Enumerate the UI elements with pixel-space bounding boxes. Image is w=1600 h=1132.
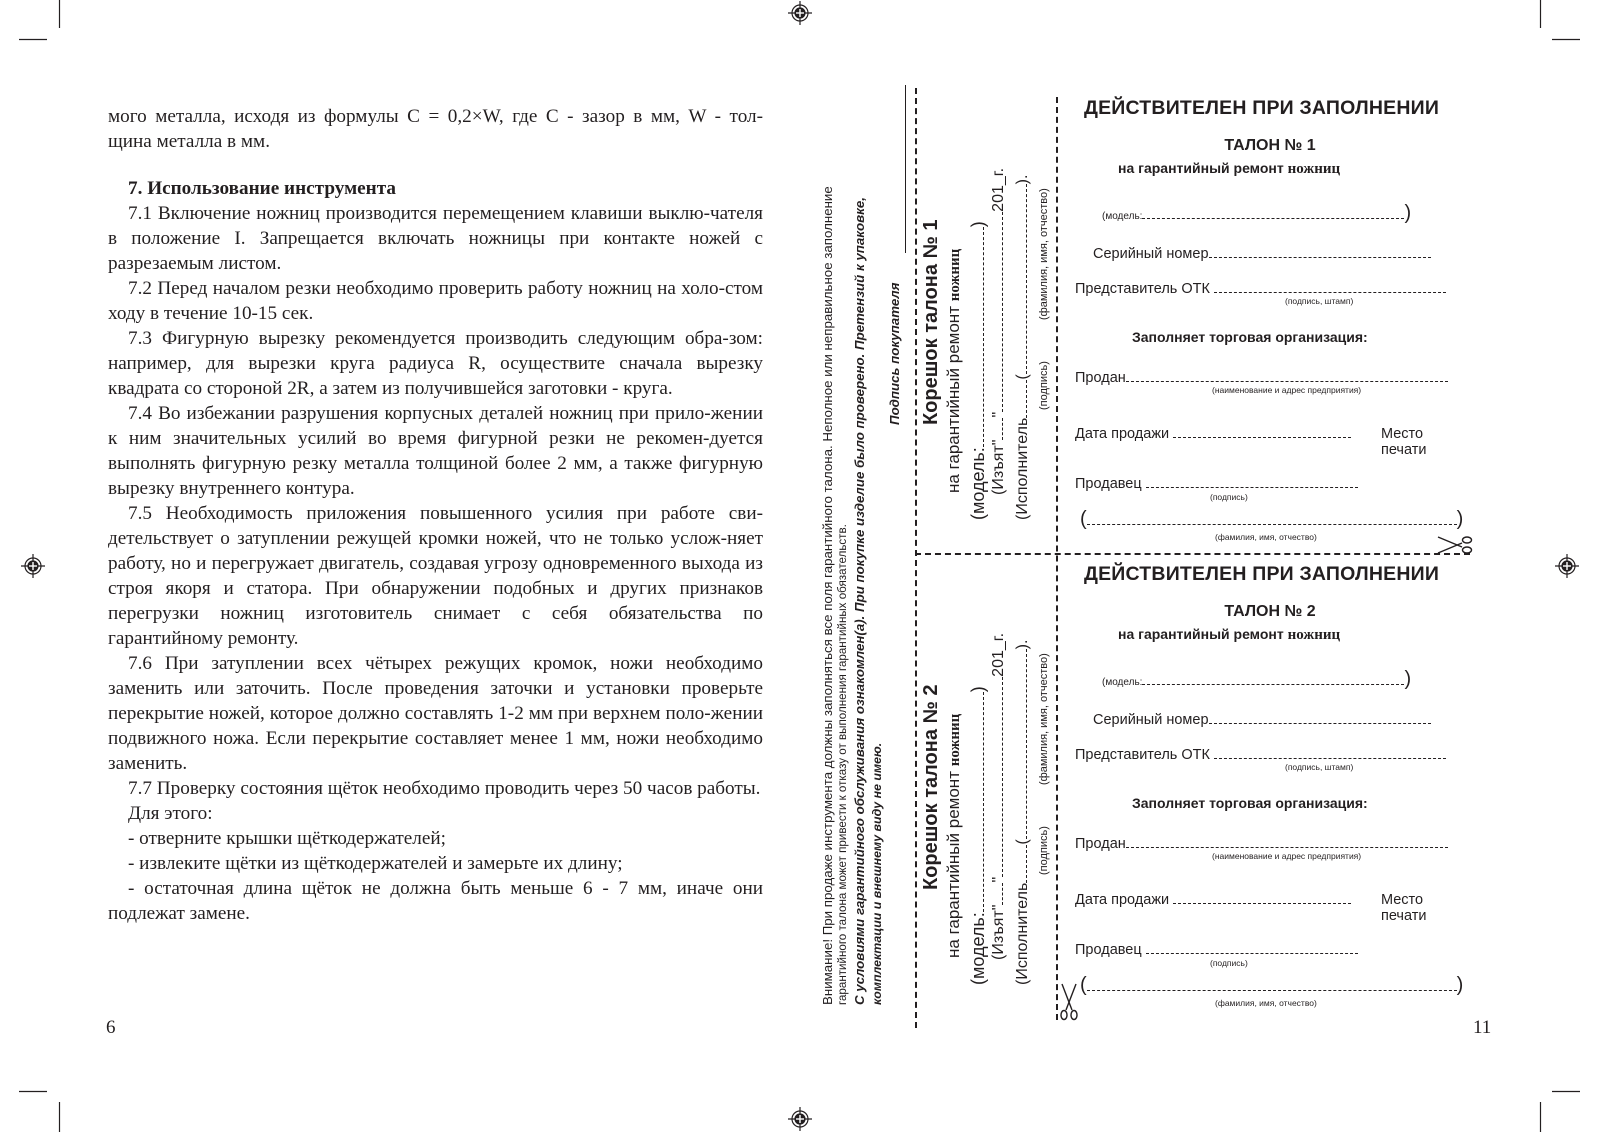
otk-representative-field[interactable]: Представитель ОТК: [1075, 280, 1446, 297]
paragraph-for-this: Для этого:: [128, 803, 213, 824]
model-field[interactable]: (модель: ): [1102, 202, 1412, 224]
warning-line-1: Внимание! При продаже инструмента должны заполняться все поля гарантийного талона. Неполное или неправильное заполнение: [820, 186, 835, 1005]
trade-org-header: Заполняет торговая организация:: [1132, 329, 1368, 345]
left-page-body: [108, 104, 763, 926]
registration-mark-icon: [788, 1, 812, 25]
coupon-subtitle: на гарантийный ремонт ножниц: [1118, 626, 1341, 643]
sold-to-field[interactable]: Продан: [1075, 369, 1448, 386]
stub-name-hint: (фамилия, имя, отчество): [1038, 188, 1050, 320]
list-item: - остаточная длина щёток не должна быть меньше 6 - 7 мм, иначе они подлежат замене.: [108, 878, 763, 924]
serial-number-field[interactable]: Серийный номер: [1093, 711, 1431, 728]
paragraph-7-1: 7.1 Включение ножниц производится перемещением клавиши выклю-чателя в положение I. Запрещается включать ножницы при контакте ножей с разрезаемым листом.: [108, 203, 763, 274]
cut-line-horizontal: [915, 553, 1470, 555]
coupon-subtitle: на гарантийный ремонт ножниц: [1118, 160, 1341, 177]
coupon-header: ДЕЙСТВИТЕЛЕН ПРИ ЗАПОЛНЕНИИ: [1084, 563, 1440, 585]
list-item: - извлеките щётки из щёткодержателей и замерьте их длину;: [128, 853, 623, 874]
seller-field[interactable]: Продавец: [1075, 475, 1358, 492]
seller-field[interactable]: Продавец: [1075, 941, 1358, 958]
seller-name-hint: (фамилия, имя, отчество): [1215, 998, 1317, 1008]
coupon-title: ТАЛОН № 2: [1224, 603, 1316, 620]
intro-line: щина металла в мм.: [108, 131, 270, 152]
stub-title: Корешок талона № 1: [920, 219, 942, 425]
stub-title: Корешок талона № 2: [920, 684, 942, 890]
cut-line-vertical-stub: [915, 88, 917, 1028]
otk-representative-field[interactable]: Представитель ОТК: [1075, 746, 1446, 763]
stub-name-hint: (фамилия, имя, отчество): [1038, 653, 1050, 785]
seller-name-field[interactable]: ( ): [1080, 974, 1464, 996]
cut-line-vertical-coupon: [1056, 97, 1058, 1020]
paragraph-7-7: 7.7 Проверку состояния щёток необходимо проводить через 50 часов работы.: [128, 778, 761, 799]
sale-date-field[interactable]: Дата продажи: [1075, 891, 1351, 908]
stub-model-field[interactable]: (модель:): [968, 221, 988, 520]
serial-number-field[interactable]: Серийный номер: [1093, 245, 1431, 262]
warning-line-2: гарантийного талона может привести к отказу от выполнения гарантийных обязательств.: [836, 524, 849, 1005]
seller-name-field[interactable]: ( ): [1080, 508, 1464, 530]
seller-hint: (подпись): [1210, 492, 1248, 502]
intro-line: мого металла, исходя из формулы C = 0,2×W, где C - зазор в мм, W - тол-: [108, 106, 763, 127]
coupon-header: ДЕЙСТВИТЕЛЕН ПРИ ЗАПОЛНЕНИИ: [1084, 97, 1440, 119]
otk-hint: (подпись, штамп): [1285, 296, 1354, 306]
scissors-icon: [1436, 534, 1474, 556]
stub-seized-date-field[interactable]: (Изъят""201_г.: [990, 167, 1007, 495]
paragraph-7-4: 7.4 Во избежании разрушения корпусных деталей ножниц при прило-жении к ним значительных усилий во время фигурной резки не рекомен-дуется выполнять фигурную резку металла толщиной более 2 мм, а также фигурную вырезку внутреннего контура.: [108, 403, 763, 499]
section-title: 7. Использование инструмента: [128, 178, 396, 199]
model-field[interactable]: (модель: ): [1102, 668, 1412, 690]
coupon-2: [1060, 561, 1480, 1021]
stub-executor-field[interactable]: (Исполнитель().: [1014, 639, 1031, 985]
warning-line-4: комплектации и внешнему виду не имею.: [870, 742, 884, 1005]
buyer-signature-label: Подпись покупателя: [887, 282, 902, 425]
paragraph-7-2: 7.2 Перед началом резки необходимо проверить работу ножниц на холо-стом ходу в течение 10-15 сек.: [108, 278, 763, 324]
coupon-title: ТАЛОН № 1: [1224, 137, 1316, 154]
stub-model-field[interactable]: (модель:): [968, 686, 988, 985]
list-item: - отверните крышки щёткодержателей;: [128, 828, 446, 849]
stamp-place-label: Место печати: [1381, 892, 1427, 924]
seller-name-hint: (фамилия, имя, отчество): [1215, 532, 1317, 542]
buyer-signature-line: [905, 85, 906, 253]
stub-subtitle: на гарантийный ремонт ножниц: [944, 248, 963, 493]
sold-hint: (наименование и адрес предприятия): [1212, 385, 1362, 395]
paragraph-7-3: 7.3 Фигурную вырезку рекомендуется производить следующим обра-зом: например, для вырезки круга радиуса R, осуществите сначала вырезку квадрата со стороной 2R, а затем из получившейся заготовки - круга.: [108, 328, 763, 399]
page-number-right: 11: [1473, 1017, 1492, 1038]
paragraph-7-6: 7.6 При затуплении всех чётырех режущих кромок, ножи необходимо заменить или заточить. После проведения заточки и установки проверьте перекрытие ножей, которое должно составлять 1-2 мм при верхнем поло-жении подвижного ножа. Если перекрытие составляет менее 1 мм, ножи необходимо заменить.: [108, 653, 763, 774]
paragraph-7-5: 7.5 Необходимость приложения повышенного усилия при работе сви-детельствует о затуплении режущей кромки ножей, что не только услож-няет работу, но и перегружает двигатель, создавая угрозу одновременного выхода из строя якоря и статора. При обнаружении подобных и других признаков перегрузки ножниц изготовитель снимает с себя обязательства по гарантийному ремонту.: [108, 503, 763, 649]
trade-org-header: Заполняет торговая организация:: [1132, 795, 1368, 811]
stamp-place-label: Место печати: [1381, 426, 1427, 458]
page-number-left: 6: [106, 1017, 116, 1038]
stub-subtitle: на гарантийный ремонт ножниц: [944, 713, 963, 958]
warning-line-3: С условиями гарантийного обслуживания ознакомлен(а). При покупке изделие было проверено. Претензий к упаковке,: [852, 196, 867, 1005]
stub-signature-hint: (подпись): [1038, 826, 1050, 875]
scissors-icon: [1059, 982, 1079, 1022]
stub-executor-field[interactable]: (Исполнитель().: [1014, 174, 1031, 520]
seller-hint: (подпись): [1210, 958, 1248, 968]
stub-signature-hint: (подпись): [1038, 361, 1050, 410]
sold-hint: (наименование и адрес предприятия): [1212, 851, 1362, 861]
sold-to-field[interactable]: Продан: [1075, 835, 1448, 852]
sale-date-field[interactable]: Дата продажи: [1075, 425, 1351, 442]
otk-hint: (подпись, штамп): [1285, 762, 1354, 772]
stub-seized-date-field[interactable]: (Изъят""201_г.: [990, 632, 1007, 960]
coupon-1: [1060, 95, 1480, 550]
